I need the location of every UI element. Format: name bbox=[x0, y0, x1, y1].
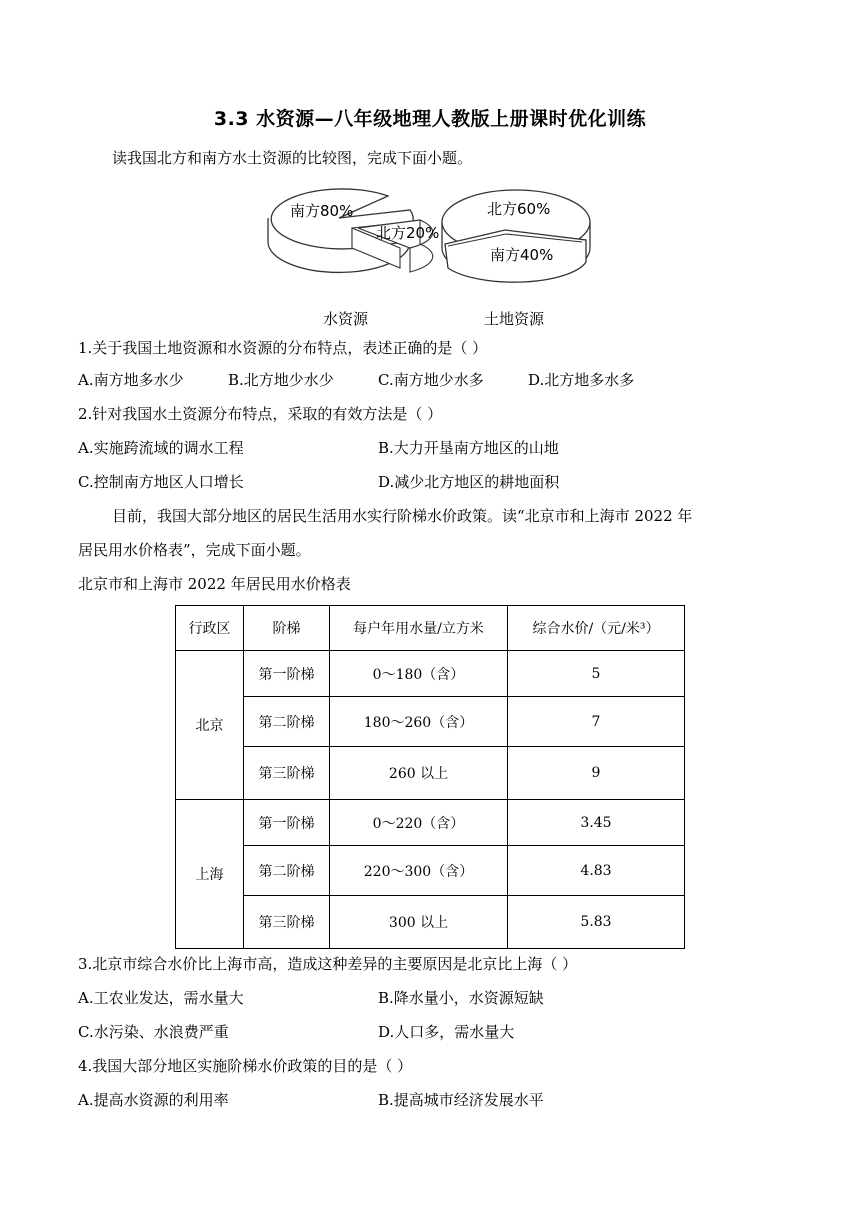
volume-cell: 260 以上 bbox=[330, 747, 508, 800]
table-row bbox=[176, 697, 685, 747]
land-caption: 土地资源 bbox=[484, 310, 545, 328]
question-1-option-d: D.北方地多水多 bbox=[528, 371, 635, 389]
question-3-option-a: A.工农业发达，需水量大 bbox=[78, 989, 244, 1007]
volume-cell: 180～260（含） bbox=[330, 697, 508, 747]
question-4-option-b: B.提高城市经济发展水平 bbox=[378, 1091, 544, 1109]
volume-cell: 0～180（含） bbox=[330, 651, 508, 697]
water-resource-pie bbox=[268, 189, 439, 328]
question-1-option-a: A.南方地多水少 bbox=[78, 371, 184, 389]
question-4-stem: 4.我国大部分地区实施阶梯水价政策的目的是（ ） bbox=[78, 1057, 413, 1075]
question-2-option-c: C.控制南方地区人口增长 bbox=[78, 473, 244, 491]
header-price: 综合水价/（元/米³） bbox=[508, 606, 685, 651]
question-3-option-b: B.降水量小，水资源短缺 bbox=[378, 989, 544, 1007]
land-north-label: 北方60% bbox=[487, 200, 551, 218]
price-cell: 3.45 bbox=[508, 800, 685, 846]
water-caption: 水资源 bbox=[323, 310, 369, 328]
volume-cell: 300 以上 bbox=[330, 896, 508, 949]
question-3-option-d: D.人口多，需水量大 bbox=[378, 1023, 515, 1041]
water-south-label: 南方80% bbox=[290, 202, 354, 220]
header-tier: 阶梯 bbox=[244, 606, 330, 651]
header-region: 行政区 bbox=[176, 606, 244, 651]
question-3-stem: 3.北京市综合水价比上海市高，造成这种差异的主要原因是北京比上海（ ） bbox=[78, 955, 578, 973]
table-row bbox=[176, 846, 685, 896]
tier-cell: 第三阶梯 bbox=[244, 896, 330, 949]
region-cell-beijing: 北京 bbox=[176, 651, 244, 800]
price-cell: 7 bbox=[508, 697, 685, 747]
land-south-label: 南方40% bbox=[490, 246, 554, 264]
intro-text-2-line-1: 目前，我国大部分地区的居民生活用水实行阶梯水价政策。读“北京市和上海市 2022 年 bbox=[112, 507, 693, 525]
question-1-option-c: C.南方地少水多 bbox=[378, 371, 484, 389]
tier-cell: 第一阶梯 bbox=[244, 651, 330, 697]
intro-text-1: 读我国北方和南方水土资源的比较图，完成下面小题。 bbox=[112, 149, 473, 167]
page-title: 3.3 水资源—八年级地理人教版上册课时优化训练 bbox=[213, 108, 647, 130]
table-caption: 北京市和上海市 2022 年居民用水价格表 bbox=[78, 575, 351, 593]
price-cell: 5.83 bbox=[508, 896, 685, 949]
question-1-option-b: B.北方地少水少 bbox=[228, 371, 334, 389]
table-row bbox=[176, 800, 685, 846]
tier-cell: 第二阶梯 bbox=[244, 846, 330, 896]
price-cell: 5 bbox=[508, 651, 685, 697]
table-row bbox=[176, 896, 685, 949]
tier-cell: 第一阶梯 bbox=[244, 800, 330, 846]
question-2-option-a: A.实施跨流域的调水工程 bbox=[78, 439, 244, 457]
region-cell-shanghai: 上海 bbox=[176, 800, 244, 949]
table-row bbox=[176, 651, 685, 697]
question-2-option-d: D.减少北方地区的耕地面积 bbox=[378, 473, 560, 491]
question-4-option-a: A.提高水资源的利用率 bbox=[78, 1091, 229, 1109]
volume-cell: 220～300（含） bbox=[330, 846, 508, 896]
water-price-table bbox=[175, 605, 685, 949]
price-cell: 4.83 bbox=[508, 846, 685, 896]
water-land-pie-figure bbox=[260, 180, 600, 330]
question-2-stem: 2.针对我国水土资源分布特点，采取的有效方法是（ ） bbox=[78, 405, 443, 423]
price-cell: 9 bbox=[508, 747, 685, 800]
question-3-option-c: C.水污染、水浪费严重 bbox=[78, 1023, 229, 1041]
tier-cell: 第二阶梯 bbox=[244, 697, 330, 747]
intro-text-2-line-2: 居民用水价格表”，完成下面小题。 bbox=[78, 541, 311, 559]
volume-cell: 0～220（含） bbox=[330, 800, 508, 846]
header-volume: 每户年用水量/立方米 bbox=[330, 606, 508, 651]
question-2-option-b: B.大力开垦南方地区的山地 bbox=[378, 439, 559, 457]
question-1-stem: 1.关于我国土地资源和水资源的分布特点，表述正确的是（ ） bbox=[78, 339, 488, 357]
water-north-label: 北方20% bbox=[376, 224, 440, 242]
table-header-row bbox=[176, 606, 685, 651]
tier-cell: 第三阶梯 bbox=[244, 747, 330, 800]
table-row bbox=[176, 747, 685, 800]
land-resource-pie bbox=[442, 190, 590, 328]
